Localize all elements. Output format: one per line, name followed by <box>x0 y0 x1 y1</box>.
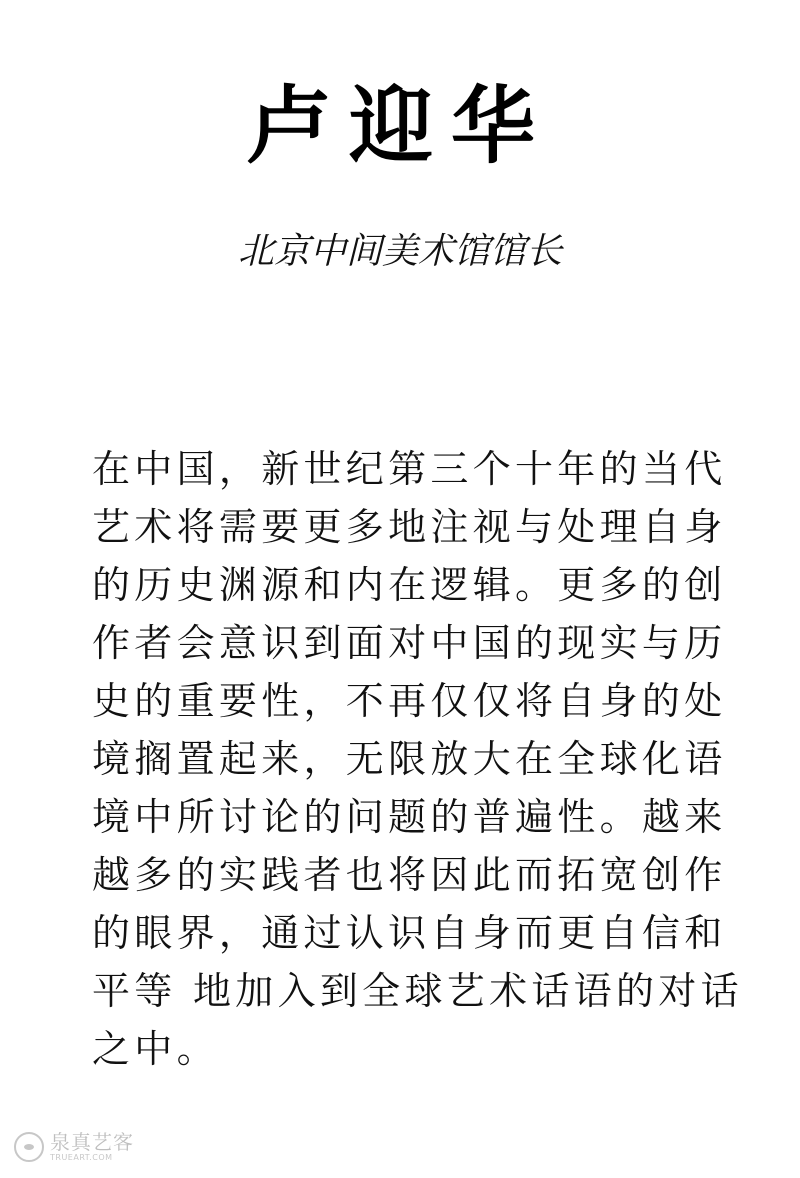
paragraph-line: 史的重要性，不再仅仅将自身的处 <box>92 679 727 723</box>
quote-paragraph <box>92 440 743 1078</box>
paragraph-line: 作者会意识到面对中国的现实与历 <box>92 621 727 665</box>
paragraph-line: 越多的实践者也将因此而拓宽创作 <box>92 853 727 897</box>
watermark <box>14 1124 134 1170</box>
person-title: 北京中间美术馆馆长 <box>237 231 562 272</box>
paragraph-line: 的眼界，通过认识自身而更自信和 <box>92 911 727 955</box>
person-name: 卢迎华 <box>246 77 553 175</box>
paragraph-line: 境中所讨论的问题的普遍性。越来 <box>92 795 727 839</box>
watermark-name-en: TRUEART.COM <box>50 1153 113 1162</box>
paragraph-line: 境搁置起来，无限放大在全球化语 <box>92 737 727 781</box>
paragraph-line: 在中国，新世纪第三个十年的当代 <box>92 447 727 491</box>
watermark-text <box>50 1132 134 1162</box>
paragraph-line: 艺术将需要更多地注视与处理自身 <box>92 505 727 549</box>
paragraph-line: 平等 地加入到全球艺术话语的对话 <box>92 969 743 1013</box>
seal-logo-icon <box>14 1132 44 1162</box>
paragraph-line: 之中。 <box>92 1027 219 1071</box>
paragraph-line: 的历史渊源和内在逻辑。更多的创 <box>92 563 727 607</box>
watermark-name-cn: 泉真艺客 <box>50 1130 134 1154</box>
